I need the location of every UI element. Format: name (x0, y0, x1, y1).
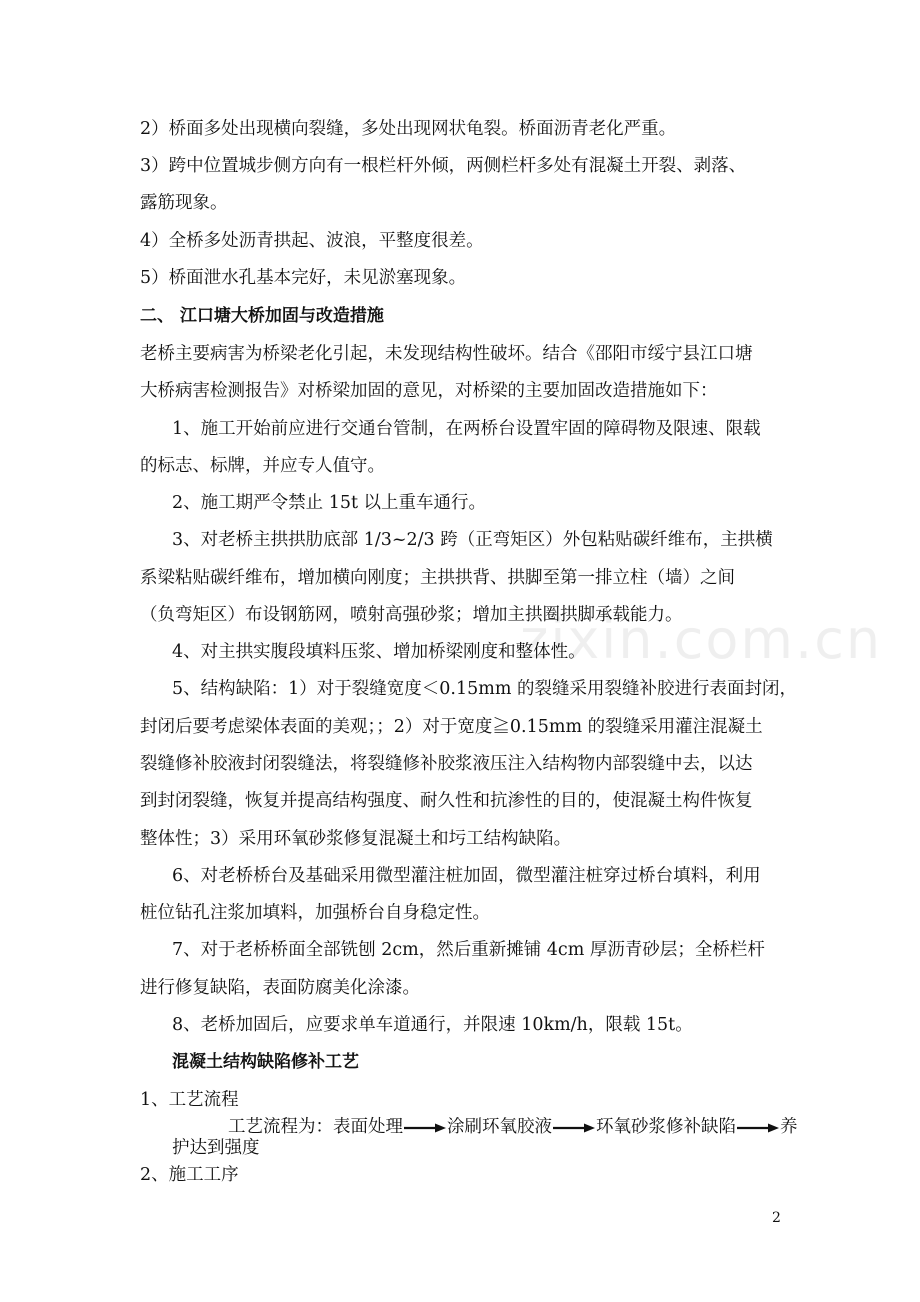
flow-step: 环氧砂浆修补缺陷 (596, 1117, 736, 1137)
text-line: 大桥病害检测报告》对桥梁加固的意见，对桥梁的主要加固改造措施如下： (140, 381, 718, 401)
process-flow-line (228, 1115, 798, 1139)
arrow-right-icon (553, 1123, 595, 1133)
text-line: 到封闭裂缝，恢复并提高结构强度、耐久性和抗渗性的目的，使混凝土构件恢复 (140, 791, 753, 811)
text-line: 桩位钻孔注浆加填料，加强桥台自身稳定性。 (140, 903, 490, 923)
text-line: 的标志、标牌，并应专人值守。 (140, 456, 385, 476)
text-line: 整体性；3）采用环氧砂浆修复混凝土和圬工结构缺陷。 (140, 829, 572, 849)
text-line: 1、工艺流程 (140, 1090, 239, 1110)
flow-step: 养 (780, 1117, 798, 1137)
list-item: 1、施工开始前应进行交通台管制，在两桥台设置牢固的障碍物及限速、限载 (172, 419, 761, 439)
arrow-right-icon (404, 1123, 446, 1133)
text-line: 3）跨中位置城步侧方向有一根栏杆外倾，两侧栏杆多处有混凝土开裂、剥落、 (140, 156, 747, 176)
text-line: 系梁粘贴碳纤维布，增加横向刚度；主拱拱背、拱脚至第一排立柱（墙）之间 (140, 568, 735, 588)
text-line: 2）桥面多处出现横向裂缝，多处出现网状龟裂。桥面沥青老化严重。 (140, 119, 677, 139)
text-line: 封闭后要考虑梁体表面的美观；；2）对于宽度≧0.15mm 的裂缝采用灌注混凝土 (140, 717, 763, 737)
list-item: 6、对老桥桥台及基础采用微型灌注桩加固，微型灌注桩穿过桥台填料，利用 (172, 866, 761, 886)
list-item: 7、对于老桥桥面全部铣刨 2cm，然后重新摊铺 4cm 厚沥青砂层；全桥栏杆 (172, 940, 765, 960)
flow-text: 工艺流程为：表面处理 (228, 1117, 403, 1137)
text-line: 2、施工工序 (140, 1165, 239, 1185)
text-line: 裂缝修补胶液封闭裂缝法，将裂缝修补胶浆液压注入结构物内部裂缝中去，以达 (140, 754, 753, 774)
text-line: 露筋现象。 (140, 193, 228, 213)
list-item: 4、对主拱实腹段填料压浆、增加桥梁刚度和整体性。 (172, 642, 586, 662)
text-line: 进行修复缺陷，表面防腐美化涂漆。 (140, 978, 420, 998)
page-number: 2 (772, 1210, 781, 1226)
arrow-right-icon (737, 1123, 779, 1133)
watermark: zixin.com.cn (520, 608, 883, 671)
flow-step: 涂刷环氧胶液 (447, 1117, 552, 1137)
list-item: 3、对老桥主拱拱肋底部 1/3~2/3 跨（正弯矩区）外包粘贴碳纤维布，主拱横 (172, 530, 773, 550)
subsection-heading: 混凝土结构缺陷修补工艺 (172, 1052, 359, 1072)
list-item: 5、结构缺陷：1）对于裂缝宽度＜0.15mm 的裂缝采用裂缝补胶进行表面封闭， (172, 679, 797, 699)
text-line: 4）全桥多处沥青拱起、波浪，平整度很差。 (140, 231, 484, 251)
list-item: 8、老桥加固后，应要求单车道通行，并限速 10km/h，限载 15t。 (172, 1015, 693, 1035)
text-line: （负弯矩区）布设钢筋网，喷射高强砂浆；增加主拱圈拱脚承载能力。 (140, 605, 683, 625)
section-heading: 二、 江口塘大桥加固与改造措施 (140, 306, 384, 326)
text-line: 老桥主要病害为桥梁老化引起，未发现结构性破坏。结合《邵阳市绥宁县江口塘 (140, 344, 753, 364)
text-line: 5）桥面泄水孔基本完好，未见淤塞现象。 (140, 268, 467, 288)
process-flow-continuation: 护达到强度 (172, 1138, 260, 1158)
list-item: 2、施工期严令禁止 15t 以上重车通行。 (172, 493, 487, 513)
